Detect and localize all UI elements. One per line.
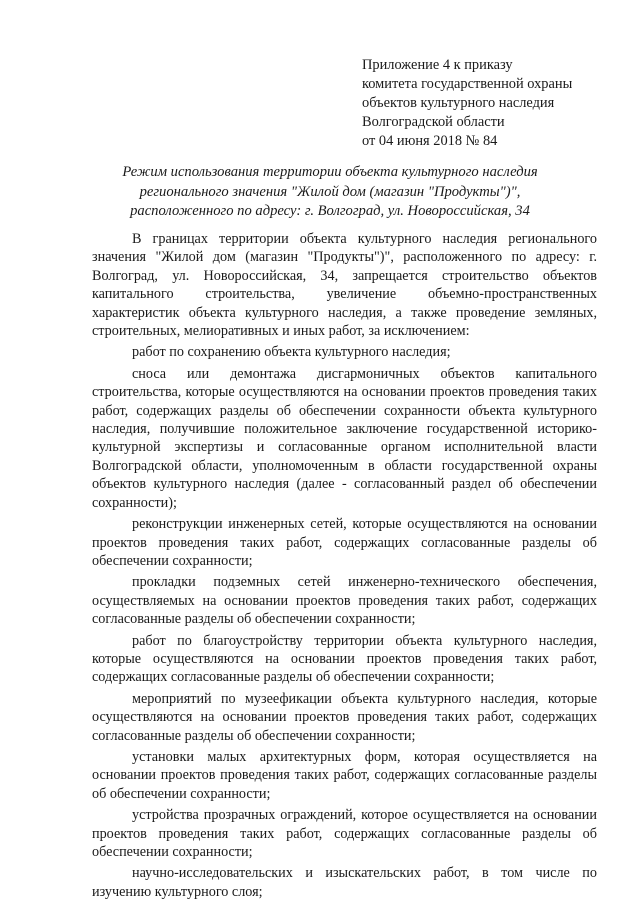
body-paragraph: прокладки подземных сетей инженерно-технического обеспечения, осуществляемых на основании проектов проведения таких работ, содержащих согласованные разделы об обеспечении сохранности;: [92, 574, 597, 628]
body-paragraph: реконструкции инженерных сетей, которые осуществляются на основании проектов проведения таких работ, содержащих согласованные разделы об обеспечении сохранности;: [92, 516, 597, 569]
document-body: [92, 230, 597, 904]
body-paragraph: работ по сохранению объекта культурного наследия;: [132, 344, 451, 361]
body-paragraph: научно-исследовательских и изыскательских работ, в том числе по изучению культурного слоя;: [92, 865, 597, 900]
annex-line: Приложение 4 к приказу: [362, 57, 513, 73]
title-line: расположенного по адресу: г. Волгоград, ул. Новороссийская, 34: [130, 203, 530, 219]
annex-line: комитета государственной охраны: [362, 76, 573, 92]
body-paragraph: установки малых архитектурных форм, которая осуществляется на основании проектов проведения таких работ, содержащих согласованные разделы об обеспечении сохранности;: [92, 748, 597, 802]
body-paragraph: мероприятий по музеефикации объекта культурного наследия, которые осуществляются на основании проектов проведения таких работ, содержащих согласованные разделы об обеспечении сохранности;: [92, 690, 597, 744]
annex-reference: [362, 56, 622, 151]
document-title: [80, 163, 580, 222]
body-paragraph: сноса или демонтажа дисгармоничных объектов капитального строительства, которые осуществляются на основании проектов проведения таких работ, содержащих разделы об обеспечении сохранности объекта культурного наследия, получившие положительное заключение государственной историко-культурной экспертизы и согласованные органом исполнительной власти Волгоградской области, уполномоченным в области государственной охраны объектов культурного наследия (далее - согласованный раздел об обеспечении сохранности);: [92, 365, 597, 511]
title-line: регионального значения "Жилой дом (магазин "Продукты")",: [139, 183, 521, 200]
annex-line: Волгоградской области: [362, 114, 505, 130]
annex-line: объектов культурного наследия: [362, 95, 555, 111]
annex-line: от 04 июня 2018 № 84: [362, 133, 498, 149]
body-paragraph: работ по благоустройству территории объекта культурного наследия, которые осуществляются на основании проектов проведения таких работ, содержащих согласованные разделы об обеспечении сохранности;: [92, 632, 597, 686]
title-line: Режим использования территории объекта культурного наследия: [122, 164, 538, 180]
body-paragraph: устройства прозрачных ограждений, которое осуществляется на основании проектов проведения таких работ, содержащих согласованные разделы об обеспечении сохранности;: [92, 807, 597, 860]
body-paragraph-intro: В границах территории объекта культурного наследия регионального значения "Жилой дом (магазин "Продукты")", расположенного по адресу: г. Волгоград, ул. Новороссийская, 34, запрещается строительство объектов капитального строительства, увеличение объемно-пространственных характеристик объекта культурного наследия, а также проведение земляных, строительных, мелиоративных и иных работ, за исключением:: [92, 231, 597, 340]
